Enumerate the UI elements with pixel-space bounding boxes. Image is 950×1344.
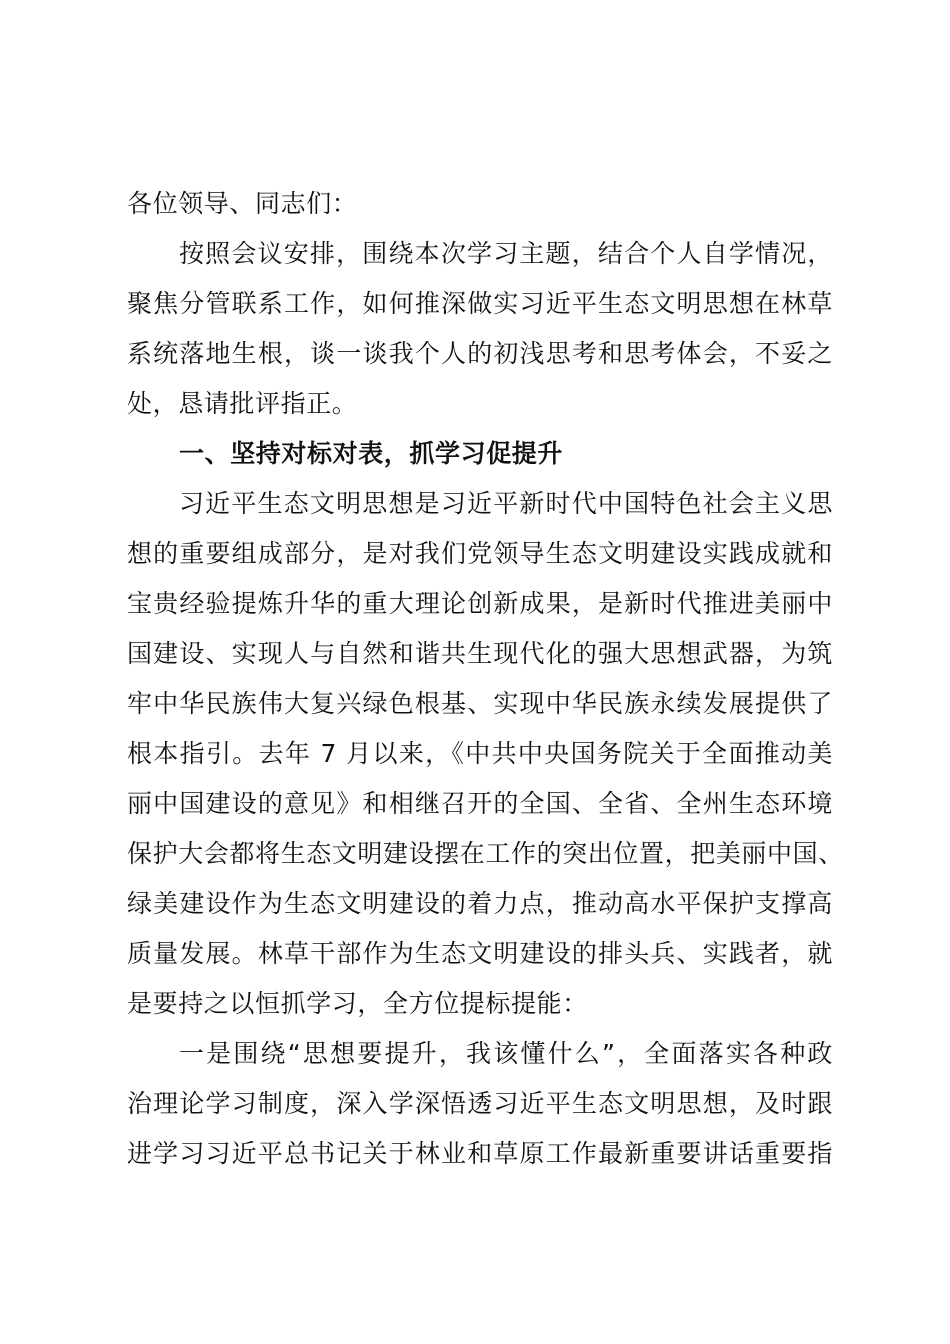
body-line: 习近平生态文明思想是习近平新时代中国特色社会主义思 xyxy=(179,489,833,518)
body-line: 根本指引。去年 7 月以来，《中共中央国务院关于全面推动美 xyxy=(127,739,833,768)
intro-line: 处，恳请批评指正。 xyxy=(127,389,358,418)
intro-line: 聚焦分管联系工作，如何推深做实习近平生态文明思想在林草 xyxy=(127,289,833,318)
point-line: 治理论学习制度，深入学深悟透习近平生态文明思想，及时跟 xyxy=(127,1089,833,1118)
body-line: 保护大会都将生态文明建设摆在工作的突出位置，把美丽中国、 xyxy=(127,839,844,868)
section-heading: 一、坚持对标对表，抓学习促提升 xyxy=(179,439,564,468)
body-line: 是要持之以恒抓学习，全方位提标提能： xyxy=(127,989,588,1018)
body-line: 宝贵经验提炼升华的重大理论创新成果，是新时代推进美丽中 xyxy=(127,589,833,618)
body-line: 绿美建设作为生态文明建设的着力点，推动高水平保护支撑高 xyxy=(127,889,833,918)
body-line: 想的重要组成部分，是对我们党领导生态文明建设实践成就和 xyxy=(127,539,833,568)
intro-line: 按照会议安排，围绕本次学习主题，结合个人自学情况， xyxy=(179,239,833,268)
intro-line: 系统落地生根，谈一谈我个人的初浅思考和思考体会，不妥之 xyxy=(127,339,833,368)
body-line: 质量发展。林草干部作为生态文明建设的排头兵、实践者，就 xyxy=(127,939,833,968)
body-line: 丽中国建设的意见》和相继召开的全国、全省、全州生态环境 xyxy=(127,789,833,818)
body-line: 牢中华民族伟大复兴绿色根基、实现中华民族永续发展提供了 xyxy=(127,689,833,718)
salutation: 各位领导、同志们： xyxy=(127,189,358,218)
point-line: 一是围绕“思想要提升，我该懂什么”，全面落实各种政 xyxy=(179,1039,833,1068)
body-line: 国建设、实现人与自然和谐共生现代化的强大思想武器，为筑 xyxy=(127,639,833,668)
point-line: 进学习习近平总书记关于林业和草原工作最新重要讲话重要指 xyxy=(127,1139,833,1168)
document-body xyxy=(127,179,844,1179)
